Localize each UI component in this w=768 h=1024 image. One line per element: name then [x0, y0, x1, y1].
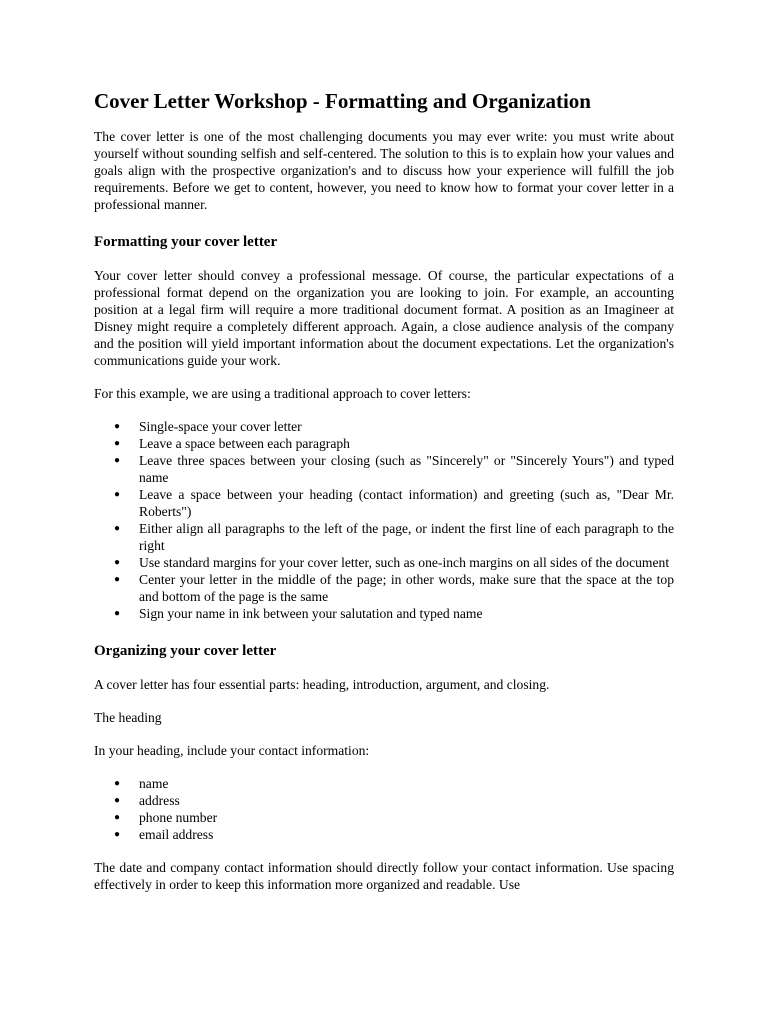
- bullet-icon: ●: [114, 438, 121, 449]
- list-item: ● Leave a space between each paragraph: [114, 436, 350, 451]
- bullet-icon: ●: [114, 574, 121, 585]
- bullet-icon: ●: [114, 421, 121, 432]
- intro-paragraph: The cover letter is one of the most challenging documents you may ever write: you must write about yourself without sounding selfish and self-centered. The solution to this is to explain how your values and goals align with the prospective organization's and to discuss how your experience will fulfill the job requirements. Before we get to content, however, you need to know how to format your cover letter in a professional manner.: [94, 129, 674, 212]
- list-item: ● phone number: [114, 810, 218, 825]
- bullet-icon: ●: [114, 608, 121, 619]
- list-item: ● Use standard margins for your cover letter, such as one-inch margins on all sides of the document: [114, 555, 670, 570]
- bullet-icon: ●: [114, 489, 121, 500]
- example-intro: For this example, we are using a traditional approach to cover letters:: [94, 386, 471, 401]
- closing-paragraph: The date and company contact information should directly follow your contact information. Use spacing effectively in order to keep this information more organized and readable. Use: [94, 860, 674, 892]
- bullet-icon: ●: [114, 795, 121, 806]
- organizing-heading: Organizing your cover letter: [94, 643, 277, 659]
- list-item: ● Center your letter in the middle of the page; in other words, make sure that the space at the top and bottom of the page is the same: [114, 572, 674, 604]
- formatting-paragraph: Your cover letter should convey a professional message. Of course, the particular expectations of a professional format depend on the organization you are looking to join. For example, an accounting position at a legal firm will require a more traditional document format. A position as an Imagineer at Disney might require a completely different approach. Again, a close audience analysis of the company and the position will yield important information about the document expectations. Let the organization's communications guide your work.: [94, 268, 674, 368]
- list-item: ● Leave a space between your heading (contact information) and greeting (such as, "Dear Mr. Roberts"): [114, 487, 674, 519]
- heading-subheading: The heading: [94, 710, 162, 725]
- list-item: ● Leave three spaces between your closing (such as "Sincerely" or "Sincerely Yours") and typed name: [114, 453, 674, 485]
- heading-intro: In your heading, include your contact information:: [94, 743, 370, 758]
- parts-intro: A cover letter has four essential parts: heading, introduction, argument, and closing.: [94, 677, 550, 692]
- list-item: ● name: [114, 776, 169, 791]
- contact-list: [94, 775, 674, 843]
- list-item: ● Sign your name in ink between your salutation and typed name: [114, 606, 483, 621]
- bullet-icon: ●: [114, 523, 121, 534]
- bullet-icon: ●: [114, 455, 121, 466]
- formatting-list: [94, 418, 674, 622]
- formatting-heading: Formatting your cover letter: [94, 234, 278, 250]
- list-item: ● Single-space your cover letter: [114, 419, 302, 434]
- list-item: ● address: [114, 793, 180, 808]
- bullet-icon: ●: [114, 557, 121, 568]
- list-item: ● Either align all paragraphs to the left of the page, or indent the first line of each paragraph to the right: [114, 521, 674, 553]
- page-title: Cover Letter Workshop - Formatting and Organization: [94, 89, 591, 113]
- bullet-icon: ●: [114, 778, 121, 789]
- bullet-icon: ●: [114, 829, 121, 840]
- list-item: ● email address: [114, 827, 214, 842]
- bullet-icon: ●: [114, 812, 121, 823]
